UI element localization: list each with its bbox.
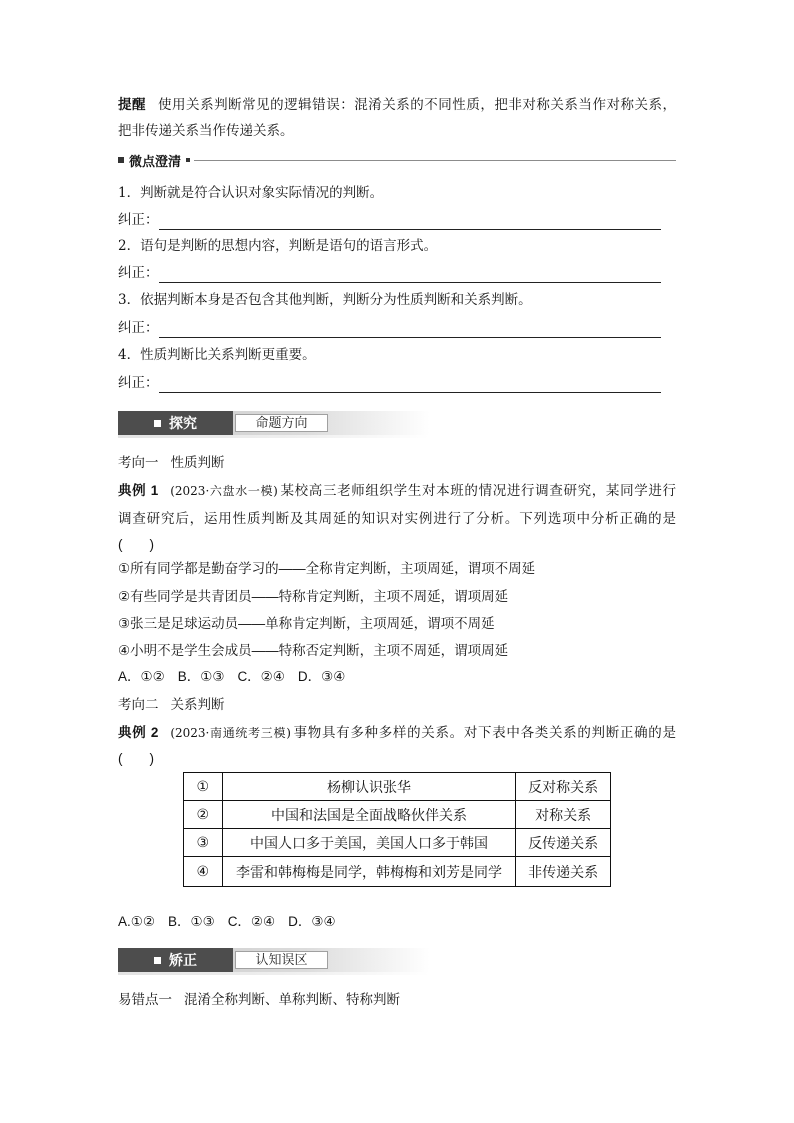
option-b: B．①③ [167,914,215,929]
table-cell-content: 中国人口多于美国，美国人口多于韩国 [222,829,516,857]
correction-blank [159,377,661,393]
direction-label: 考向二 [118,697,159,712]
example-text-1: 某校高三老师组织学生对本班的情况进行调查研究，某同学进行 [279,483,677,498]
example-1-line-1 [118,481,676,501]
statement-4: ④小明不是学生会成员——特称否定判断，主项不周延，谓项周延 [118,643,509,658]
direction-1-heading [118,453,225,473]
relation-table [183,772,611,887]
table-cell-relation: 反传递关系 [516,829,611,857]
answer-blank: ( ) [118,537,154,552]
square-icon [186,158,190,162]
example-label: 典例 2 [118,725,159,740]
example-2-line-1 [118,723,676,743]
direction-label: 考向一 [118,455,159,470]
example-label: 典例 1 [118,483,159,498]
example-text-1: 事物具有多种多样的关系。对下表中各类关系的判断正确的是 [292,725,676,740]
section-rule [194,160,676,161]
statement-1: ①所有同学都是勤奋学习的——全称肯定判断，主项周延，谓项不周延 [118,561,536,576]
correction-row-2 [118,263,661,283]
explore-banner [118,411,430,435]
direction-2-heading [118,695,225,715]
square-icon [118,157,124,163]
option-c: C．②④ [227,914,276,929]
banner-strip [118,972,430,975]
banner-subtitle: 认知误区 [235,951,328,969]
banner-tag [118,411,233,435]
tip-label: 提醒 [118,97,147,112]
table-row [184,773,611,801]
correction-blank [159,214,661,230]
square-icon [154,420,161,427]
option-a: A.①② [118,914,155,929]
section-header-clarify [118,150,676,170]
table-cell-content: 李雷和韩梅梅是同学，韩梅梅和刘芳是同学 [222,857,516,887]
example-1-options [118,667,345,687]
correction-row-1 [118,210,661,230]
table-row [184,857,611,887]
option-b: B．①③ [177,669,225,684]
option-a: A．①② [118,669,165,684]
clarify-item-4: 4．性质判断比关系判断更重要。 [118,347,316,363]
table-cell-relation: 非传递关系 [516,857,611,887]
banner-tag-label: 探究 [169,415,197,431]
banner-tag [118,948,233,972]
table-cell-index: ④ [184,857,223,887]
answer-blank: ( ) [118,751,154,766]
correction-row-3 [118,318,661,338]
correction-blank [159,322,661,338]
tip-line-2: 把非传递关系当作传递关系。 [118,123,294,139]
correction-row-4 [118,373,661,393]
correction-blank [159,267,661,283]
banner-strip [118,435,430,438]
table-cell-content: 中国和法国是全面战略伙伴关系 [222,801,516,829]
option-c: C．②④ [237,669,285,684]
correction-label: 纠正： [118,375,159,390]
banner-tag-label: 矫正 [169,952,197,968]
banner-subtitle: 命题方向 [235,414,328,432]
table-cell-index: ① [184,773,223,801]
clarify-item-3: 3．依据判断本身是否包含其他判断，判断分为性质判断和关系判断。 [118,292,532,308]
correction-label: 纠正： [118,265,159,280]
error-point-1-heading [118,990,400,1010]
section-title: 微点澄清 [129,153,182,169]
table-cell-index: ② [184,801,223,829]
square-icon [154,957,161,964]
direction-title: 性质判断 [170,455,225,470]
option-d: D．③④ [297,669,346,684]
tip-line-1 [118,95,676,115]
tip-text-1: 使用关系判断常见的逻辑错误：混淆关系的不同性质，把非对称关系当作对称关系， [158,97,677,113]
table-cell-relation: 对称关系 [516,801,611,829]
clarify-item-2: 2．语句是判断的思想内容，判断是语句的语言形式。 [118,238,438,254]
error-point-title: 混淆全称判断、单称判断、特称判断 [184,992,400,1007]
example-1-line-2: 调查研究后，运用性质判断及其周延的知识对实例进行了分析。下列选项中分析正确的是 [118,511,676,526]
option-d: D．③④ [288,914,336,929]
correction-label: 纠正： [118,212,159,227]
clarify-item-1: 1．判断就是符合认识对象实际情况的判断。 [118,185,384,201]
example-2-options [118,912,336,932]
error-point-label: 易错点一 [118,992,172,1007]
correct-banner [118,948,430,972]
table-row [184,801,611,829]
table-row [184,829,611,857]
direction-title: 关系判断 [170,697,225,712]
example-source: (2023·南通统考三模) [170,726,291,740]
statement-3: ③张三是足球运动员——单称肯定判断，主项周延，谓项不周延 [118,616,495,631]
table-cell-index: ③ [184,829,223,857]
statement-2: ②有些同学是共青团员——特称肯定判断，主项不周延，谓项周延 [118,589,509,604]
example-source: (2023·六盘水一模) [170,484,278,498]
table-cell-relation: 反对称关系 [516,773,611,801]
correction-label: 纠正： [118,320,159,335]
table-cell-content: 杨柳认识张华 [222,773,516,801]
